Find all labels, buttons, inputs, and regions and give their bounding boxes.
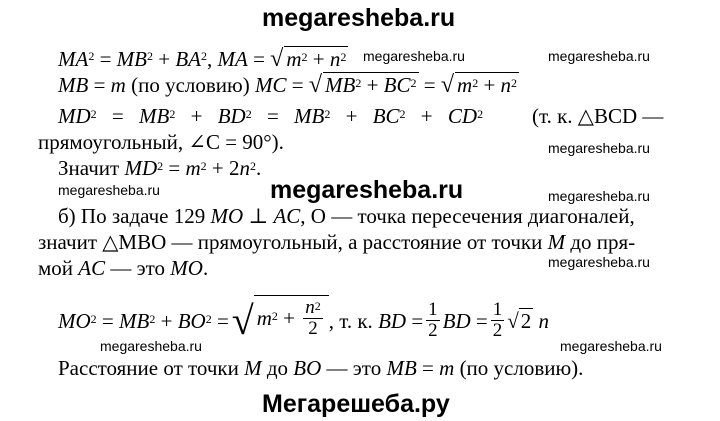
watermark-small-8: megaresheba.ru [560,338,662,354]
line-7: значит △MBO — прямоугольный, а расстояние от точки M до пря- [38,230,636,254]
line-9: $MO^2 = MB^2 + BO^2$ = √ m $^2$ + $\frac{n^2}{2}$ , т. к. BD = $\frac{1}{2}$ BD = $\frac{1}{2}$ √2 n [58,296,550,343]
line-1: $MA^2 = MB^2 + BA^2$, MA = √ $m^2 + n^2$ [58,46,347,72]
line-2-note: (по условию) [131,73,250,97]
watermark-small-5: megaresheba.ru [548,188,650,204]
watermark-small-3: megaresheba.ru [548,140,650,156]
line-6: б) По задаче 129 MO ⊥ AC, О — точка пересечения диагоналей, [58,204,635,228]
watermark-small-2: megaresheba.ru [548,48,650,64]
line-3-tail: (т. к. △BCD — [532,104,664,128]
watermark-top: megaresheba.ru [262,4,456,32]
line-8: мой AC — это MO. [38,256,209,280]
line-10: Расстояние от точки M до BO — это MB = m (по условию). [58,356,584,380]
watermark-small-1: megaresheba.ru [363,48,465,64]
line-3: $MD^2 = MB^2 + BD^2 = MB^2 + BC^2 + CD^2$ [58,104,484,128]
watermark-footer: Мегарешеба.ру [262,390,450,418]
watermark-mid: megaresheba.ru [270,176,464,204]
watermark-small-6: megaresheba.ru [548,254,650,270]
watermark-small-4: megaresheba.ru [58,182,160,198]
line-2: MB = m (по условию) MC = √ $MB^2 + BC^2$ = √ $m^2 + n^2$ [58,72,518,98]
line-4: прямоугольный, ∠C = 90°). [38,130,284,154]
watermark-small-7: megaresheba.ru [100,338,202,354]
line-5: Значит $MD^2 = m^2 + 2n^2$. [58,156,262,180]
